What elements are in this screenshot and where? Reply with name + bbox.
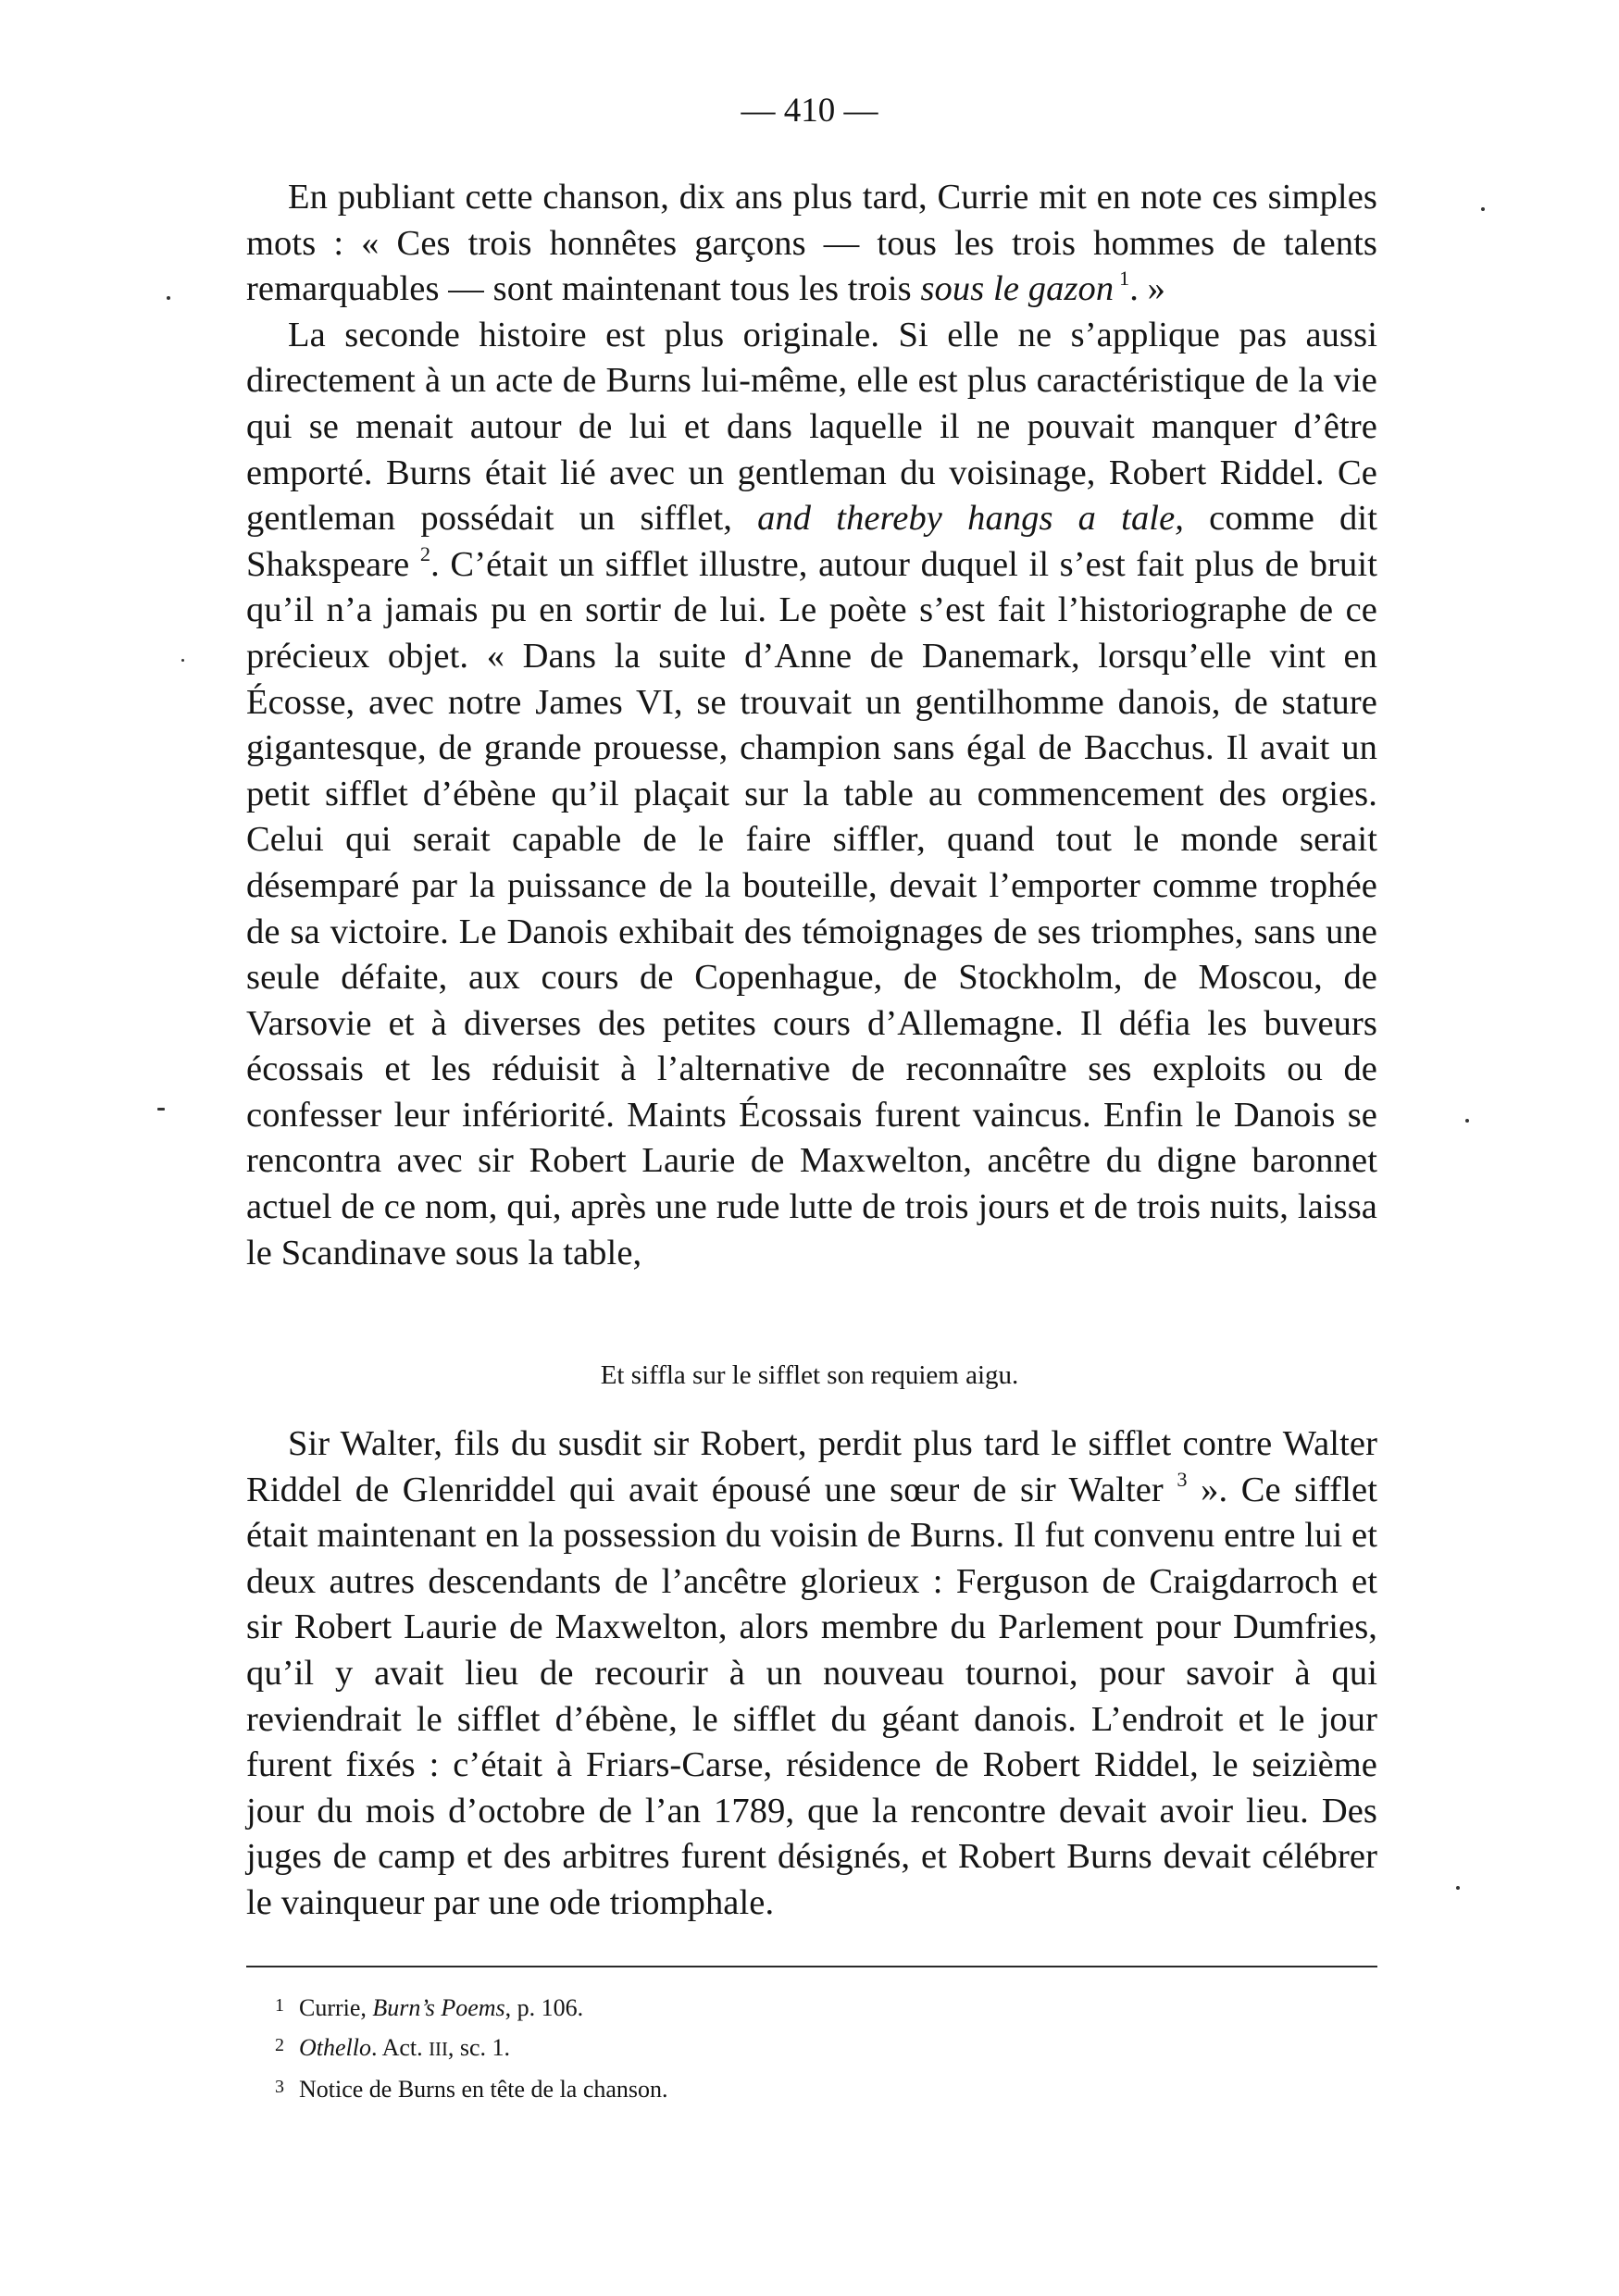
text-run: comme dit Shakspeare <box>246 499 1377 584</box>
footnote-reference: 2 <box>419 541 431 565</box>
footnote-3 <box>275 2068 1376 2108</box>
italic-run: Othello <box>299 2034 371 2061</box>
paragraph-2 <box>246 313 1377 1276</box>
paragraph-3 <box>246 1421 1377 1927</box>
text-run: Notice de Burns en tête de la chanson. <box>299 2076 668 2103</box>
italic-run: and thereby hangs a tale, <box>757 499 1185 539</box>
italic-run: Burn’s Poems <box>372 1994 505 2021</box>
verse-quote: Et siffla sur le sifflet son requiem aigu. <box>600 1360 1019 1390</box>
text-run: Currie, <box>299 1994 373 2021</box>
body-text-top <box>246 175 1377 1276</box>
text-run: . Act. <box>371 2034 430 2061</box>
body-text-bottom <box>246 1421 1377 1927</box>
text-run: ». Ce sifflet était maintenant en la possession du voisin de Burns. Il fut convenu entre lui et deux autres descendants de l’ancêtre glorieux : Ferguson de Craigdarroch et sir Robert Laurie de Maxwelton, alors membre du Parlement pour Dumfries, qu’il y avait lieu de recourir à un nouveau tournoi, pour savoir à qui reviendrait le sifflet d’ébène, le sifflet du géant danois. L’endroit et le jour furent fixés : c’était à Friars-Carse, résidence de Robert Riddel, le seizième jour du mois d’octobre de l’an 1789, que la rencontre devait avoir lieu. Des juges de camp et des arbitres furent désignés, et Robert Burns devait célébrer le vainqueur par une ode triomphale. <box>246 1470 1377 1922</box>
paragraph-1 <box>246 175 1377 313</box>
footnote-text <box>299 2034 510 2061</box>
footnote-separator <box>246 1966 1377 1967</box>
footnote-text <box>299 2076 668 2103</box>
scan-speck <box>157 1108 165 1111</box>
text-run: . C’était un sifflet illustre, autour duquel il s’est fait plus de bruit qu’il n’a jamais pu en sortir de lui. Le poète s’est fait l’historiographe de ce précieux objet. « Dans la suite d’Anne de Danemark, lorsqu’elle vint en Écosse, avec notre James VI, se trouvait un gentilhomme danois, de stature gigantesque, de grande prouesse, champion sans égal de Bacchus. Il avait un petit sifflet d’ébène qu’il plaçait sur la table au commencement des orgies. Celui qui serait capable de le faire siffler, quand tout le monde serait désemparé par la puissance de la bouteille, devait l’emporter comme trophée de sa victoire. Le Danois exhibait des témoignages de ses triomphes, sans une seule défaite, aux cours de Copenhague, de Stockholm, de Moscou, de Varsovie et à diverses des petites cours d’Allemagne. Il défia les buveurs écossais et les réduisit à l’alternative de reconnaître ses exploits ou de confesser leur infériorité. Maints Écossais furent vaincus. Enfin le Danois se rencontra avec sir Robert Laurie de Maxwelton, ancêtre du digne baronnet actuel de ce nom, qui, après une rude lutte de trois jours et de trois nuits, laissa le Scandinave sous la table, <box>246 544 1377 1272</box>
footnote-reference: 1 <box>1114 267 1130 291</box>
footnote-marker: 1 <box>275 1995 284 2016</box>
footnote-marker: 2 <box>275 2035 284 2055</box>
text-run: , sc. 1. <box>447 2034 511 2061</box>
text-run: En publiant cette chanson, dix ans plus tard, Currie mit en note ces simples mots : « Ces trois honnêtes garçons — tous les trois hommes de talents remarquables — sont maintenant tous les trois <box>246 178 1377 309</box>
scan-speck <box>181 659 184 662</box>
scan-speck <box>167 296 170 300</box>
footnote-text <box>299 1994 583 2021</box>
text-run: La seconde histoire est plus originale. Si elle ne s’applique pas aussi directement à un acte de Burns lui-même, elle est plus caractéristique de la vie qui se menait autour de lui et dans laquelle il ne pouvait manquer d’être emporté. Burns était lié avec un gentleman du voisinage, Robert Riddel. Ce gentleman possédait un sifflet, <box>246 315 1377 539</box>
scan-speck <box>1481 207 1485 211</box>
footnotes <box>275 1987 1376 2108</box>
text-run: . » <box>1129 269 1166 309</box>
footnote-reference: 3 <box>1177 1467 1188 1491</box>
footnote-marker: 3 <box>275 2077 284 2097</box>
footnote-2 <box>275 2027 1376 2068</box>
page-number: — 410 — <box>741 92 878 130</box>
scan-speck <box>1456 1886 1460 1890</box>
italic-run: sous le gazon <box>920 269 1115 309</box>
roman-numeral: III <box>429 2039 448 2060</box>
scan-speck <box>1465 1119 1469 1123</box>
text-run: , p. 106. <box>504 1994 584 2021</box>
footnote-1 <box>275 1987 1376 2027</box>
text-run: Sir Walter, fils du susdit sir Robert, perdit plus tard le sifflet contre Walter Riddel de Glenriddel qui avait épousé une sœur de sir Walter <box>246 1424 1377 1509</box>
